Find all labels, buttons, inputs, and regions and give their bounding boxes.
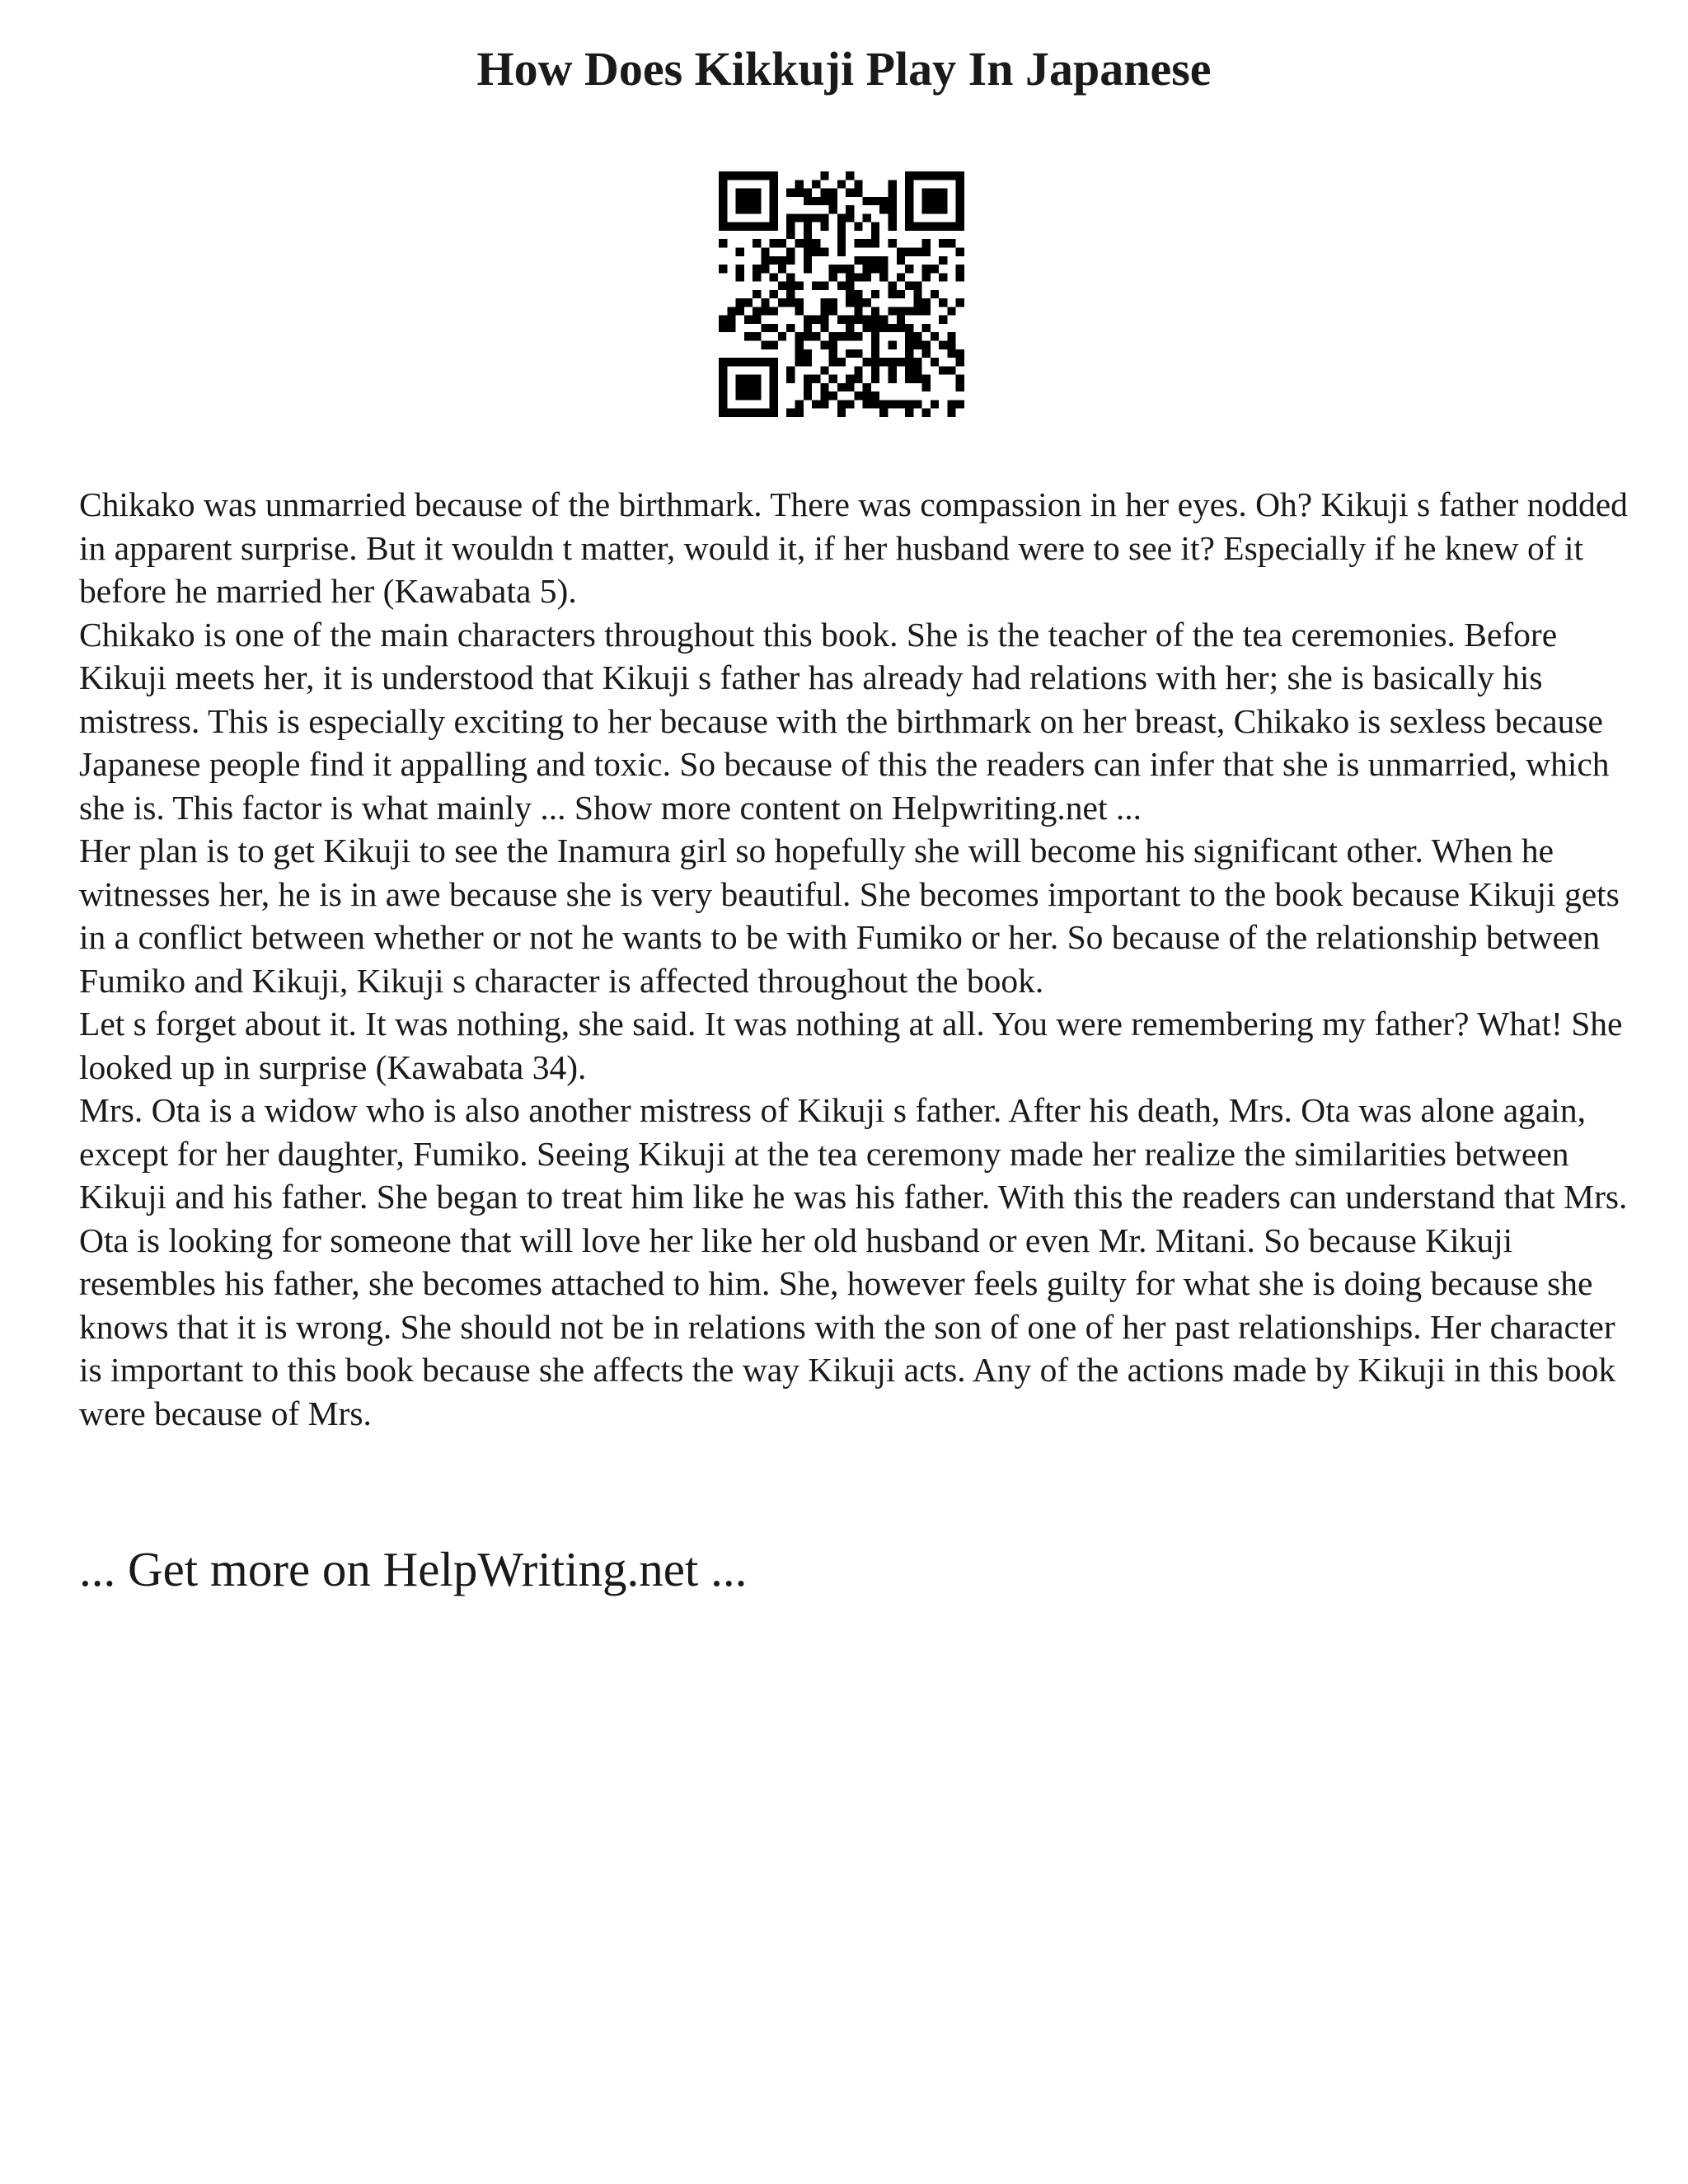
article-body	[79, 483, 1629, 1435]
paragraph-5: Mrs. Ota is a widow who is also another mistress of Kikuji s father. After his death, Mrs. Ota was alone again, except for her daughter, Fumiko. Seeing Kikuji at the tea ceremony made her realize the similarities between Kikuji and his father. She began to treat him like he was his father. With this the readers can understand that Mrs. Ota is looking for someone that will love her like her old husband or even Mr. Mitani. So because Kikuji resembles his father, she becomes attached to him. She, however feels guilty for what she is doing because she knows that it is wrong. She should not be in relations with the son of one of her past relationships. Her character is important to this book because she affects the way Kikuji acts. Any of the actions made by Kikuji in this book were because of Mrs.	[79, 1091, 1628, 1432]
paragraph-3: Her plan is to get Kikuji to see the Inamura girl so hopefully she will become his significant other. When he witnesses her, he is in awe because she is very beautiful. She becomes important to the book because Kikuji gets in a conflict between whether or not he wants to be with Fumiko or her. So because of the relationship between Fumiko and Kikuji, Kikuji s character is affected throughout the book.	[79, 832, 1620, 1000]
get-more-link[interactable]: ... Get more on HelpWriting.net ...	[79, 1542, 748, 1596]
paragraph-4: Let s forget about it. It was nothing, she said. It was nothing at all. You were remembering my father? What! She looked up in surprise (Kawabata 34).	[79, 1005, 1623, 1086]
qr-code-graphic	[719, 171, 964, 417]
qr-code-icon[interactable]	[719, 171, 964, 417]
document-title: How Does Kikkuji Play In Japanese	[476, 42, 1212, 96]
paragraph-1: Chikako was unmarried because of the birthmark. There was compassion in her eyes. Oh? Kikuji s father nodded in apparent surprise. But it wouldn t matter, would it, if her husband were to see it? Especially if he knew of it before he married her (Kawabata 5).	[79, 485, 1628, 610]
paragraph-2: Chikako is one of the main characters throughout this book. She is the teacher of the tea ceremonies. Before Kikuji meets her, it is understood that Kikuji s father has already had relations with her; she is basically his mistress. This is especially exciting to her because with the birthmark on her breast, Chikako is sexless because Japanese people find it appalling and toxic. So because of this the readers can infer that she is unmarried, which she is. This factor is what mainly ... Show more content on Helpwriting.net ...	[79, 615, 1610, 827]
